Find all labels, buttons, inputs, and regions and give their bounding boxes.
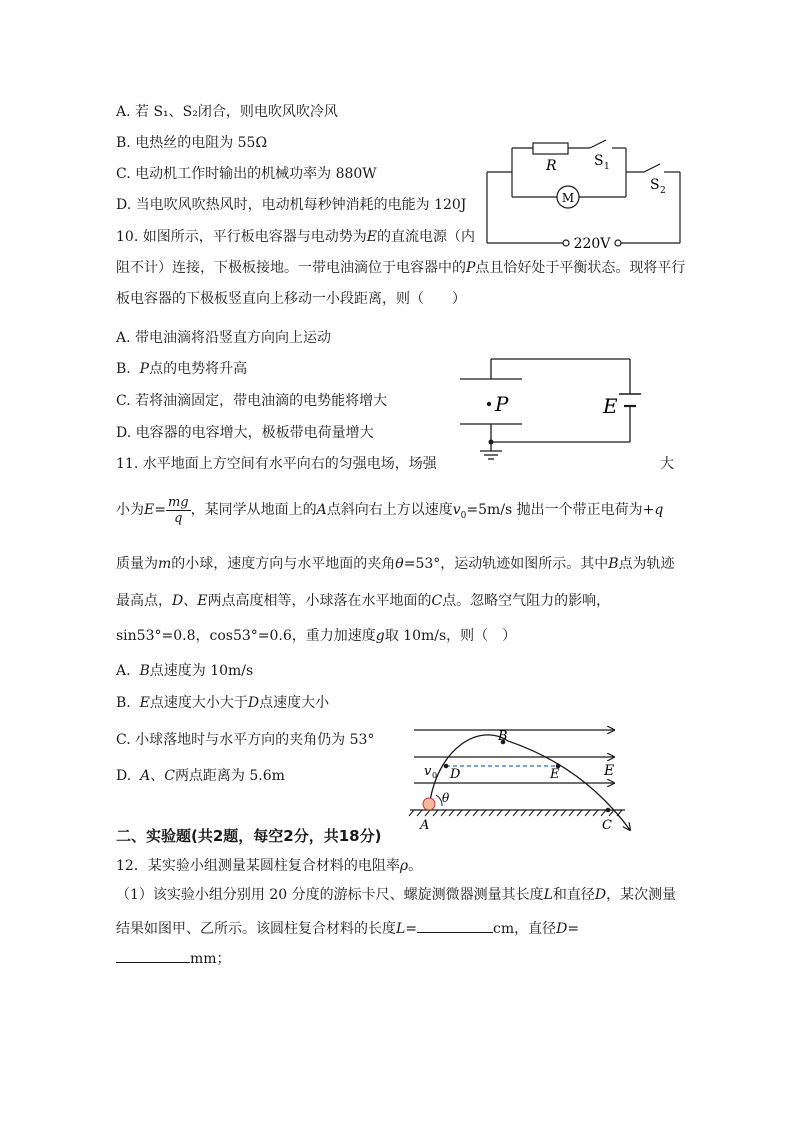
resistor-label: R — [546, 158, 557, 174]
q10-stem-line2: 阻不计）连接，下极板接地。一带电油滴位于电容器中的P点且恰好处于平衡状态。现将平行 — [116, 260, 686, 276]
emf-e-label: E — [603, 394, 618, 418]
q11-stem-line5: sin53°=0.8，cos53°=0.6，重力加速度g取 10m/s，则（ ） — [116, 628, 517, 644]
field-e-label: E — [604, 763, 615, 779]
q9-option-b: B. 电热丝的电阻为 55Ω — [116, 135, 268, 151]
switch-s2-label: S — [650, 177, 660, 193]
motor-label: M — [561, 191, 575, 205]
q11-stem-line2: 小为E= $\frac{mg}{q}$ ，某同学从地面上的A点斜向右上方以速度$v_0=5m/s$ 抛出一个带正电荷为+q — [116, 494, 664, 526]
field-fraction: $\frac{mg}{q}$ — [167, 494, 189, 526]
velocity-label: v — [424, 764, 432, 779]
point-d-label: D — [450, 767, 461, 782]
q10-option-a: A. 带电油滴将沿竖直方向向上运动 — [116, 330, 332, 346]
q9-option-d: D. 当电吹风吹热风时，电动机每秒钟消耗的电能为 120J — [116, 197, 467, 213]
q11-stem-line1-end: 大 — [660, 456, 674, 472]
q9-option-a: A. 若 S₁、S₂闭合，则电吹风吹冷风 — [116, 104, 338, 120]
point-b-label: B — [498, 729, 508, 744]
section-heading-experiments: 二、实验题(共2题，每空2分，共18分) — [116, 827, 382, 845]
q10-option-d: D. 电容器的电容增大，极板带电荷量增大 — [116, 425, 374, 441]
q11-stem-line4: 最高点，D、E两点高度相等，小球落在水平地面的C点。忽略空气阻力的影响， — [116, 593, 611, 609]
point-c-label: C — [602, 818, 612, 833]
point-a-label: A — [420, 818, 430, 833]
voltage-label: 220V — [573, 236, 611, 252]
point-p-label: P — [495, 392, 509, 416]
switch-s1-subscript: 1 — [604, 162, 610, 172]
velocity-subscript: 0 — [432, 771, 438, 780]
q11-stem-line3: 质量为m的小球，速度方向与水平地面的夹角θ=53°，运动轨迹如图所示。其中B点为轨迹 — [116, 556, 675, 572]
q10-stem-line3: 板电容器的下极板竖直向上移动一小段距离，则（ ） — [116, 291, 466, 307]
q11-option-b: B. E点速度大小大于D点速度大小 — [116, 695, 330, 711]
q12-stem-line2: （1）该实验小组分别用 20 分度的游标卡尺、螺旋测微器测量其长度L和直径D，某次测量 — [116, 887, 677, 903]
q11-option-c: C. 小球落地时与水平方向的夹角仍为 53° — [116, 732, 375, 748]
q12-stem-line1: 12．某实验小组测量某圆柱复合材料的电阻率ρ。 — [116, 858, 423, 874]
q10-stem-line1: 10. 如图所示，平行板电容器与电动势为E的直流电源（内 — [116, 229, 475, 245]
q11-option-a: A. B点速度为 10m/s — [116, 663, 254, 679]
q10-option-c: C. 若将油滴固定，带电油滴的电势能将增大 — [116, 393, 388, 409]
q11-option-d: D. A、C两点距离为 5.6m — [116, 768, 285, 784]
q12-stem-line3: 结果如图甲、乙所示。该圆柱复合材料的长度L= cm，直径D= — [116, 918, 579, 938]
q11-stem-line1: 11. 水平地面上方空间有水平向右的匀强电场，场强 — [116, 456, 437, 472]
switch-s1-label: S — [594, 153, 604, 169]
point-e-label: E — [550, 767, 560, 782]
q10-option-b: B. P点的电势将升高 — [116, 361, 248, 377]
theta-label: θ — [442, 791, 450, 805]
switch-s2-subscript: 2 — [660, 186, 666, 196]
diameter-answer-blank[interactable] — [116, 948, 190, 963]
q9-option-c: C. 电动机工作时输出的机械功率为 880W — [116, 166, 377, 182]
q12-stem-line4: mm； — [116, 948, 231, 968]
length-answer-blank[interactable] — [417, 918, 493, 933]
